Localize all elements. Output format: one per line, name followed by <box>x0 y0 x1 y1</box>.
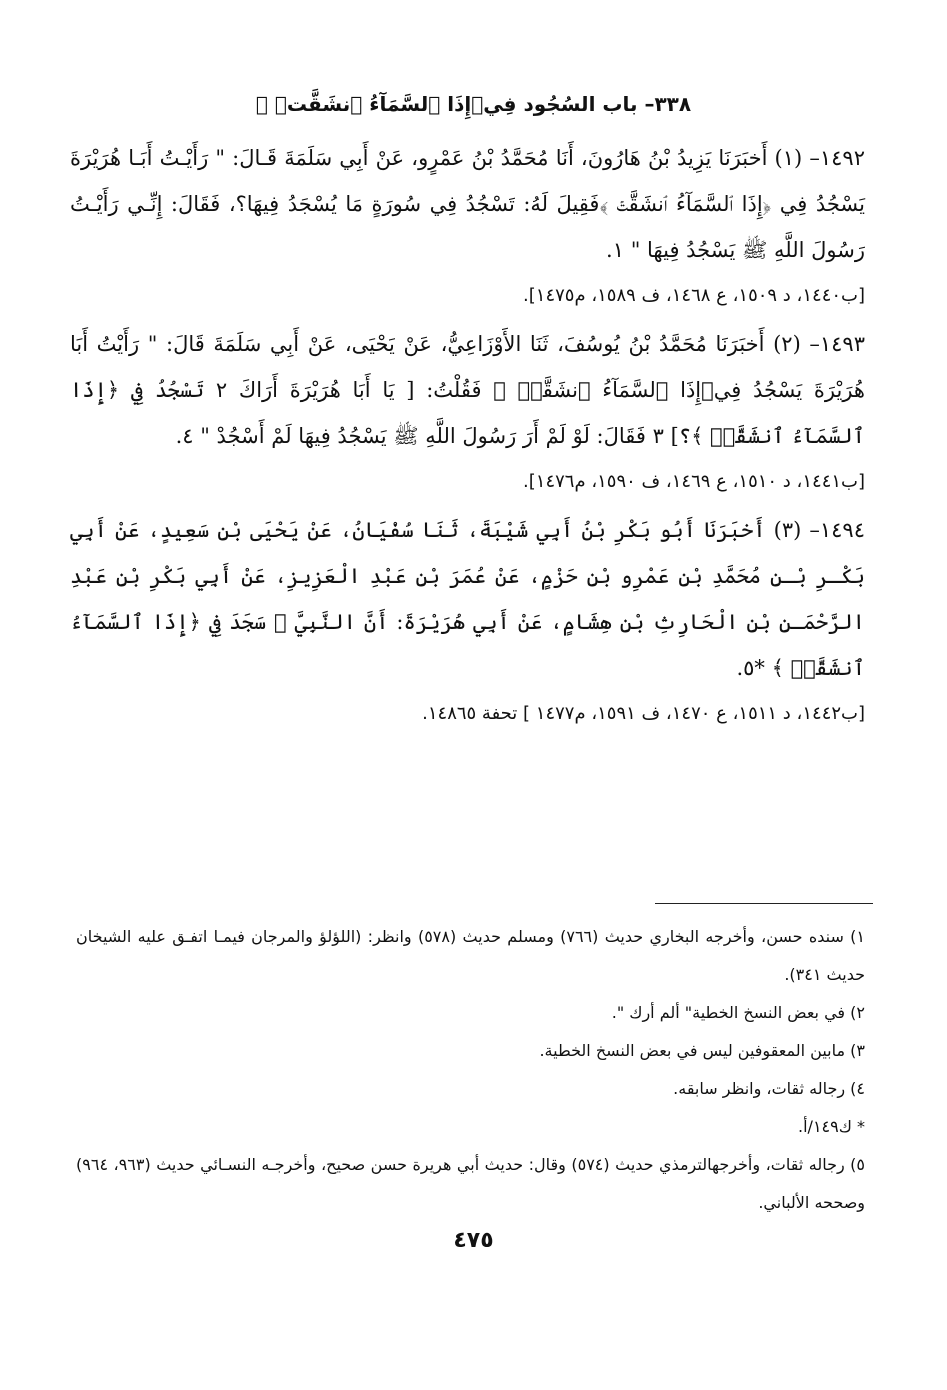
hadith-1494-references: [ب١٤٤٢، د ١٥١١، ع ١٤٧٠، ف ١٥٩١، م١٤٧٧ ] تحفة ١٤٨٦٥. <box>422 703 865 724</box>
hadith-1492-references: [ب١٤٤٠، د ١٥٠٩، ع ١٤٦٨، ف ١٥٨٩، م١٤٧٥]. <box>523 285 865 306</box>
footnote-4: ٤) رجاله ثقات، وانظر سابقه. <box>673 1079 865 1098</box>
footnote-divider <box>655 903 873 904</box>
footnote-5: ٥) رجاله ثقات، وأخرجهالترمذي حديث (٥٧٤) وقال: حديث أبي هريرة حسن صحيح، وأخرجـه النسـائي حديث (٩٦٣، ٩٦٤) وصححه الألباني. <box>76 1155 866 1212</box>
footnote-3: ٣) مابين المعقوفين ليس في بعض النسخ الخطية. <box>539 1041 865 1060</box>
hadith-1493: ١٤٩٣– (٢) أَخبَرَنَا مُحَمَّدُ بْنُ يُوسُفَ، ثَنَا الأَوْزَاعِيُّ، عَنْ يَحْيَى، عَنْ أَبِي سَلَمَةَ قَالَ: " رَأَيْتُ أَبَا هُرَيْرَةَ يَسْجُدُ فِي﴿إِذَا ٱلسَّمَآءُ ٱنشَقَّتۡ ﴾ فَقُلْتُ: [ يَا أَبَا هُرَيْرَةَ أَرَاكَ ٢ تَسْجُدُ فِي ﴿إِذَا ٱلسَّمَآءُ ٱنشَقَّتۡ ﴾؟] ٣ فَقَالَ: لَوْ لَمْ أَرَ رَسُولَ اللَّهِ ﷺ يَسْجُدُ فِيهَا لَمْ أَسْجُدْ " ٤. <box>70 332 865 448</box>
footnote-2: ٢) في بعض النسخ الخطية" ألم أرك ". <box>611 1003 865 1022</box>
footnote-manuscript-marker: * ك١٤٩/أ. <box>798 1117 865 1136</box>
footnotes <box>76 918 865 1222</box>
footnote-1: ١) سنده حسن، وأخرجه البخاري حديث (٧٦٦) ومسلم حديث (٥٧٨) وانظر: (اللؤلؤ والمرجان فيمـا اتفـق عليه الشيخان حديث ٣٤١). <box>76 927 865 984</box>
hadith-1493-references: [ب١٤٤١، د ١٥١٠، ع ١٤٦٩، ف ١٥٩٠، م١٤٧٦]. <box>523 471 865 492</box>
page-number: ٤٧٥ <box>453 1228 494 1253</box>
hadith-1492: ١٤٩٢– (١) أَخبَرَنَا يَزِيدُ بْنُ هَارُونَ، أَنَا مُحَمَّدُ بْنُ عَمْرٍو، عَنْ أَبِي سَلَمَةَ قَـالَ: " رَأَيْـتُ أَبَـا هُرَيْرَةَ يَسْجُدُ فِي ﴿إِذَا ٱلسَّمَآءُ ٱنشَقَّتۡ ﴾فَقِيلَ لَهُ: تَسْجُدُ فِي سُورَةٍ مَا يُسْجَدُ فِيهَا؟، فَقَالَ: إِنِّـي رَأَيْـتُ رَسُولَ اللَّهِ ﷺ يَسْجُدُ فِيهَا " ١. <box>70 146 865 262</box>
hadith-list <box>70 135 865 739</box>
hadith-1494: ١٤٩٤– (٣) أَخبَرَنَا أَبُو بَكْرِ بْنُ أَبِي شَيْبَةَ، ثَنَا سُفْيَانُ، عَنْ يَحْيَى بْنِ سَعِيدٍ، عَنْ أَبِي بَكْـرِ بْـنِ مُحَمَّدِ بْنِ عَمْرِو بْنِ حَزْمٍ، عَنْ عُمَرَ بْنِ عَبْدِ الْعَزِيزِ، عَنْ أَبِي بَكْرِ بْنِ عَبْدِ الرَّحْمَـنِ بْنِ الْحَارِثِ بْنِ هِشَامٍ، عَنْ أَبِي هُرَيْرَةَ: أَنَّ النَّبِيَّ ﷺ سَجَدَ فِي ﴿إِذَا ٱلسَّمَآءُ ٱنشَقَّتۡ ﴾ *٥. <box>70 518 865 680</box>
chapter-heading: ٣٣٨– باب السُجُود فِي﴿إِذَا ٱلسَّمَآءُ ٱنشَقَّتۡ ﴾ <box>255 92 692 116</box>
